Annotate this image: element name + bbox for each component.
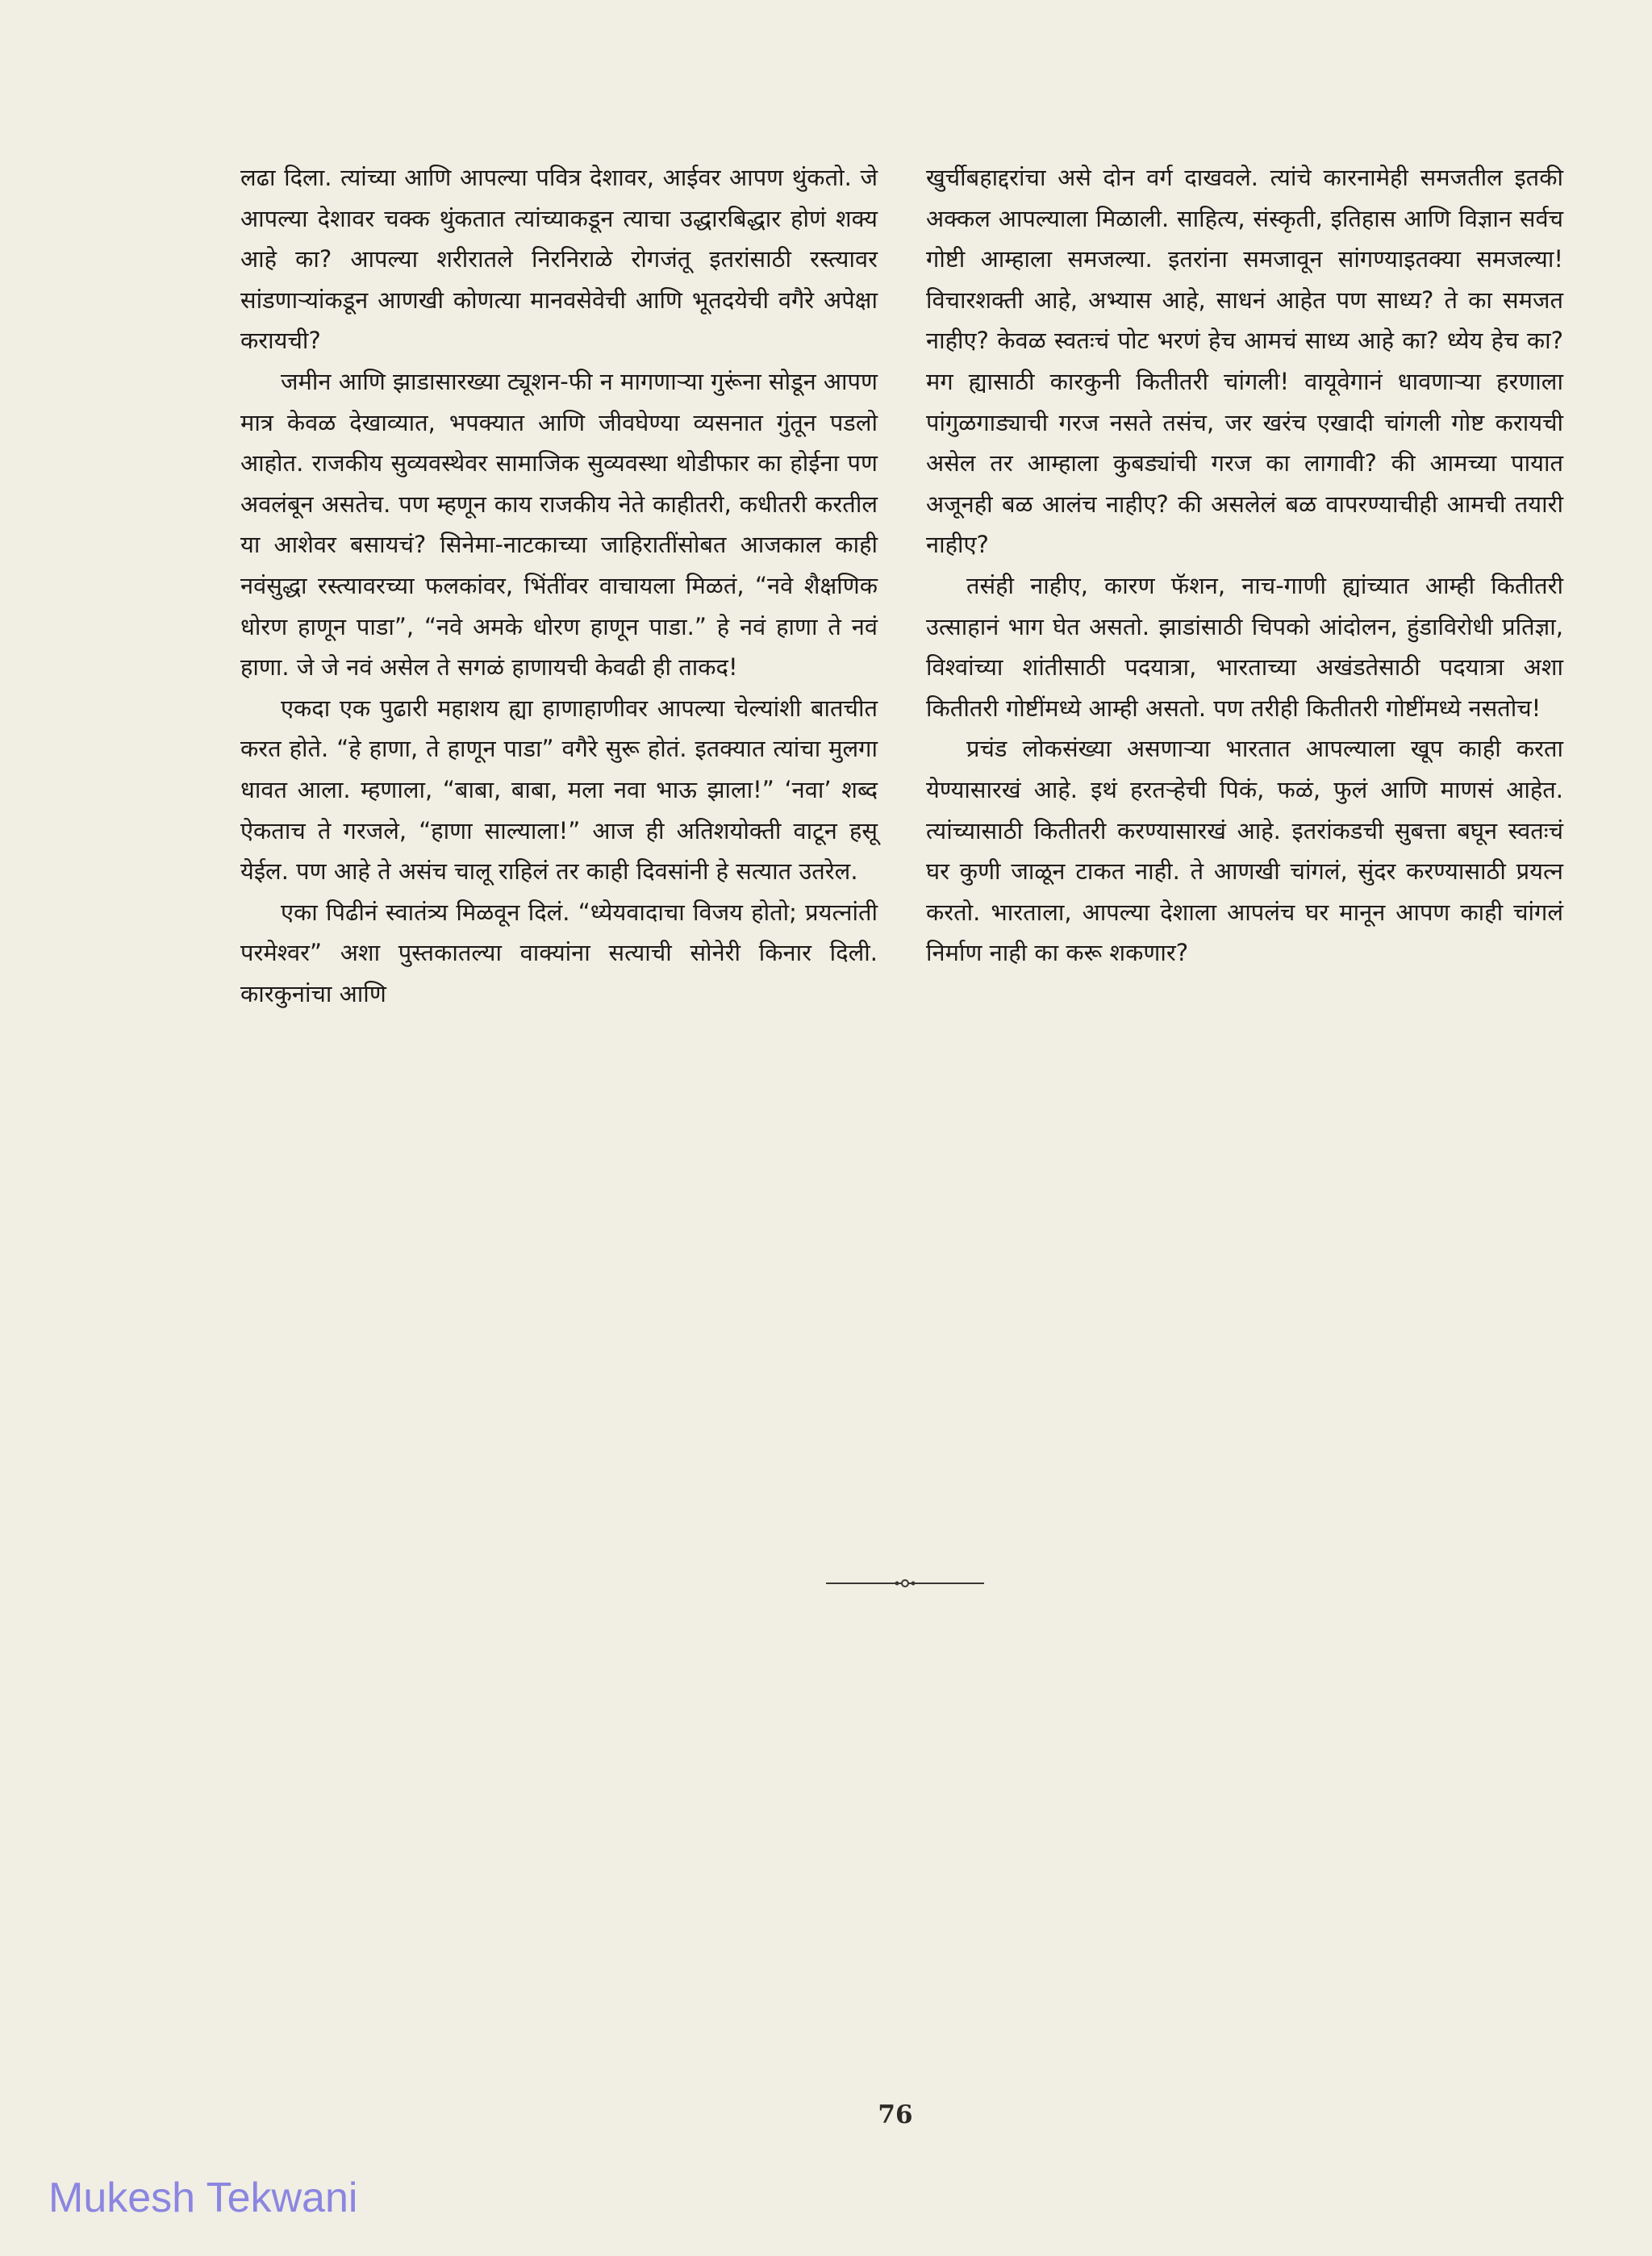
paragraph: एका पिढीनं स्वातंत्र्य मिळवून दिलं. “ध्येयवादाचा विजय होतो; प्रयत्नांती परमेश्वर” अशा पुस्तकातल्या वाक्यांना सत्याची सोनेरी किनार दिली. कारकुनांचा आणि xyxy=(240,898,878,1007)
left-column xyxy=(240,157,878,1014)
paragraph: लढा दिला. त्यांच्या आणि आपल्या पवित्र देशावर, आईवर आपण थुंकतो. जे आपल्या देशावर चक्क थुंकतात त्यांच्याकडून त्याचा उद्धारबिद्धार होणं शक्य आहे का? आपल्या शरीरातले निरनिराळे रोगजंतू इतरांसाठी रस्त्यावर सांडणाऱ्यांकडून आणखी कोणत्या मानवसेवेची आणि भूतदयेची वगैरे अपेक्षा करायची? xyxy=(240,164,878,355)
paragraph: तसंही नाहीए, कारण फॅशन, नाच-गाणी ह्यांच्यात आम्ही कितीतरी उत्साहानं भाग घेत असतो. झाडांसाठी चिपको आंदोलन, हुंडाविरोधी प्रतिज्ञा, विश्वांच्या शांतीसाठी पदयात्रा, भारताच्या अखंडतेसाठी पदयात्रा अशा कितीतरी गोष्टींमध्ये आम्ही असतो. पण तरीही कितीतरी गोष्टींमध्ये नसतोच! xyxy=(926,571,1563,722)
right-column xyxy=(926,157,1563,974)
paragraph: खुर्चीबहाद्दरांचा असे दोन वर्ग दाखवले. त्यांचे कारनामेही समजतील इतकी अक्कल आपल्याला मिळाली. साहित्य, संस्कृती, इतिहास आणि विज्ञान सर्वच गोष्टी आम्हाला समजल्या. इतरांना समजावून सांगण्याइतक्या समजल्या! विचारशक्ती आहे, अभ्यास आहे, साधनं आहेत पण साध्य? ते का समजत नाहीए? केवळ स्वतःचं पोट भरणं हेच आमचं साध्य आहे का? ध्येय हेच का? मग ह्यासाठी कारकुनी कितीतरी चांगली! वायूवेगानं धावणाऱ्या हरणाला पांगुळगाड्याची गरज नसते तसंच, जर खरंच एखादी चांगली गोष्ट करायची असेल तर आम्हाला कुबड्यांची गरज का लागावी? की आमच्या पायात अजूनही बळ आलंच नाहीए? की असलेलं बळ वापरण्याचीही आमची तयारी नाहीए? xyxy=(926,164,1563,559)
watermark-text: Mukesh Tekwani xyxy=(48,2175,358,2221)
paragraph: जमीन आणि झाडासारख्या ट्यूशन-फी न मागणाऱ्या गुरूंना सोडून आपण मात्र केवळ देखाव्यात, भपक्यात आणि जीवघेण्या व्यसनात गुंतून पडलो आहोत. राजकीय सुव्यवस्थेवर सामाजिक सुव्यवस्था थोडीफार का होईना पण अवलंबून असतेच. पण म्हणून काय राजकीय नेते काहीतरी, कधीतरी करतील या आशेवर बसायचं? सिनेमा-नाटकाच्या जाहिरातींसोबत आजकाल काही नवंसुद्धा रस्त्यावरच्या फलकांवर, भिंतींवर वाचायला मिळतं, “नवे शैक्षणिक धोरण हाणून पाडा”, “नवे अमके धोरण हाणून पाडा.” हे नवं हाणा ते नवं हाणा. जे जे नवं असेल ते सगळं हाणायची केवढी ही ताकद! xyxy=(240,367,878,682)
paragraph: प्रचंड लोकसंख्या असणाऱ्या भारतात आपल्याला खूप काही करता येण्यासारखं आहे. इथं हरतऱ्हेची पिकं, फळं, फुलं आणि माणसं आहेत. त्यांच्यासाठी कितीतरी करण्यासारखं आहे. इतरांकडची सुबत्ता बघून स्वतःचं घर कुणी जाळून टाकत नाही. ते आणखी चांगलं, सुंदर करण्यासाठी प्रयत्न करतो. भारताला, आपल्या देशाला आपलंच घर मानून आपण काही चांगलं निर्माण नाही का करू शकणार? xyxy=(926,735,1563,967)
ornament-divider-icon xyxy=(826,1577,984,1590)
page-number: 76 xyxy=(878,2100,913,2129)
paragraph: एकदा एक पुढारी महाशय ह्या हाणाहाणीवर आपल्या चेल्यांशी बातचीत करत होते. “हे हाणा, ते हाणून पाडा” वगैरे सुरू होतं. इतक्यात त्यांचा मुलगा धावत आला. म्हणाला, “बाबा, बाबा, मला नवा भाऊ झाला!” ‘नवा’ शब्द ऐकताच ते गरजले, “हाणा साल्याला!” आज ही अतिशयोक्ती वाटून हसू येईल. पण आहे ते असंच चालू राहिलं तर काही दिवसांनी हे सत्यात उतरेल. xyxy=(240,694,878,886)
